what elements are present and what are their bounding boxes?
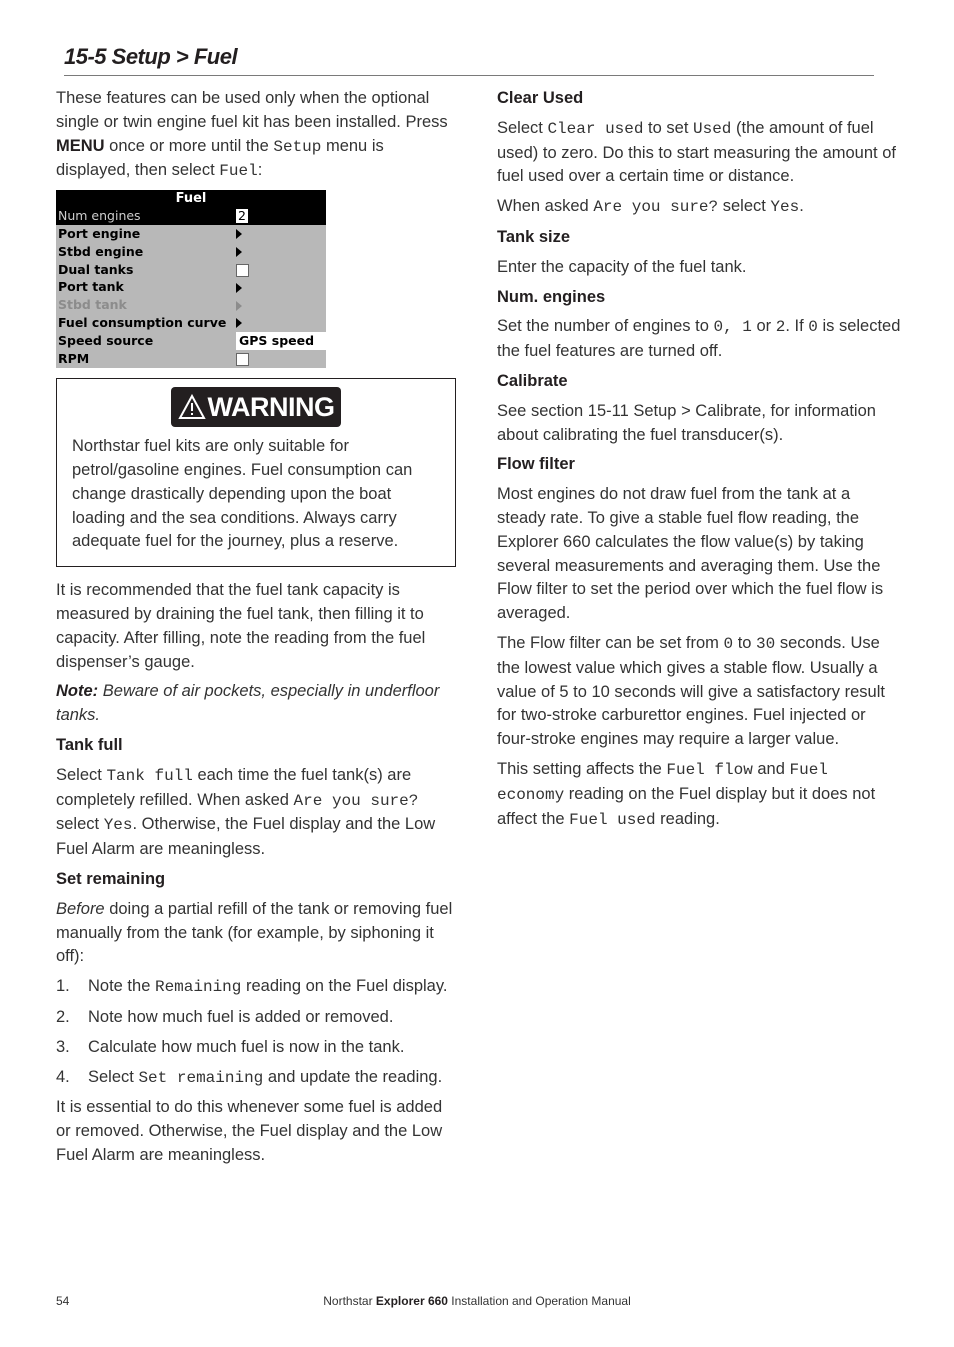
body-text: to set (643, 118, 693, 137)
body-text: reading on the Fuel display but it does not affect the (497, 784, 876, 828)
clear-used-confirm (497, 195, 901, 220)
menu-row-label: Port engine (58, 225, 141, 241)
flow-filter-paragraph-1: Most engines do not draw fuel from the tank at a steady rate. To give a stable fuel flow reading, the Explorer 660 calculates the flow value(s) by taking several measurements and averaging them. Use the Flow filter to set the period over which the fuel flow is averaged. (497, 485, 884, 623)
flow-filter-paragraph-3 (497, 758, 901, 832)
step-text: Select (88, 1067, 139, 1086)
body-text: select (718, 197, 771, 216)
page-number: 54 (56, 1294, 70, 1308)
menu-row-fuel-consumption-curve (56, 314, 326, 332)
intro-text: menu is displayed, then select (56, 136, 384, 180)
tank-full-paragraph (56, 764, 460, 862)
step-number: 4. (56, 1067, 70, 1086)
body-text: Select (56, 765, 107, 784)
set-remaining-steps (56, 975, 460, 1090)
submenu-arrow-icon (236, 247, 242, 257)
fuel-flow-term: Fuel flow (666, 760, 753, 779)
body-text: each time the fuel tank(s) are completely refilled. When asked (56, 765, 412, 809)
step-text: Calculate how much fuel is now in the tank. (88, 1037, 405, 1056)
heading-tank-full: Tank full (56, 735, 123, 754)
heading-set-remaining: Set remaining (56, 869, 166, 888)
are-you-sure-term: Are you sure? (293, 791, 419, 810)
flow-max-term: 30 (756, 634, 776, 653)
menu-row-dual-tanks (56, 261, 326, 279)
heading-clear-used: Clear Used (497, 89, 584, 107)
fuel-economy-term: Fuel economy (497, 760, 828, 804)
body-text: select (56, 815, 104, 834)
note-text: Beware of air pockets, especially in underfloor tanks. (56, 682, 440, 725)
footer-rest: Installation and Operation Manual (447, 1294, 631, 1308)
speed-source-value: GPS speed (236, 332, 328, 350)
footer-brand: Northstar (323, 1294, 376, 1308)
menu-row-label: Num engines (58, 208, 141, 224)
menu-row-label: Dual tanks (58, 261, 134, 277)
engine-count-term: 0, 1 (713, 318, 752, 337)
body-text: This setting affects the (497, 759, 667, 778)
intro-text: : (257, 161, 263, 180)
warning-box (56, 378, 456, 567)
body-text: Select (497, 118, 548, 137)
footer-product: Explorer 660 (375, 1294, 448, 1308)
submenu-arrow-icon (236, 301, 242, 311)
title-rule (64, 75, 874, 76)
right-column (497, 87, 901, 838)
heading-calibrate: Calibrate (497, 371, 568, 390)
flow-min-term: 0 (723, 634, 734, 653)
menu-row-num-engines (56, 207, 326, 225)
menu-row-label: RPM (58, 350, 90, 366)
note-label: Note: (56, 682, 99, 701)
menu-row-label: Port tank (58, 279, 124, 295)
menu-row-rpm (56, 350, 326, 368)
body-text: or (751, 317, 776, 336)
are-you-sure-term: Are you sure? (593, 198, 719, 217)
menu-row-label: Speed source (58, 332, 154, 348)
heading-tank-size: Tank size (497, 227, 571, 246)
intro-text: once or more until the (104, 136, 274, 155)
page-title: 15-5 Setup > Fuel (64, 44, 238, 69)
body-text: Set the number of engines to (497, 317, 714, 336)
body-text: to (733, 633, 757, 652)
checkbox-icon (236, 353, 249, 366)
body-text: The Flow filter can be set from (497, 633, 724, 652)
body-text: seconds. Use the lowest value which gives a stable flow. Usually a value of 5 to 10 seconds will give a satisfactory result for two-stroke carburettor engines. Fuel injected or four-stroke engines may require a larger value. (497, 633, 885, 749)
heading-flow-filter: Flow filter (497, 455, 575, 474)
body-text: . If (785, 317, 809, 336)
fuel-term: Fuel (219, 162, 258, 181)
menu-row-stbd-engine (56, 243, 326, 261)
step-text: and update the reading. (263, 1067, 443, 1086)
menu-key-label: MENU (56, 136, 105, 155)
flow-filter-paragraph-2 (497, 632, 901, 752)
body-text: doing a partial refill of the tank or removing fuel manually from the tank (for example, by siphoning it off): (56, 899, 453, 966)
fuel-menu-title: Fuel (56, 190, 326, 207)
intro-text: These features can be used only when the optional single or twin engine fuel kit has been installed. Press (56, 89, 448, 131)
fuel-used-term: Fuel used (569, 810, 656, 829)
list-item (56, 1006, 460, 1030)
recommend-paragraph: It is recommended that the fuel tank capacity is measured by draining the fuel tank, then filling it to capacity. After filling, note the reading from the fuel dispenser’s gauge. (56, 581, 426, 671)
yes-term: Yes (103, 816, 133, 835)
submenu-arrow-icon (236, 318, 242, 328)
step-term: Set remaining (138, 1068, 264, 1087)
tank-size-paragraph: Enter the capacity of the fuel tank. (497, 257, 747, 276)
note-paragraph (56, 680, 460, 728)
step-text: Note how much fuel is added or removed. (88, 1007, 394, 1026)
menu-row-label: Stbd tank (58, 297, 127, 313)
step-term: Remaining (154, 978, 242, 997)
submenu-arrow-icon (236, 283, 242, 293)
menu-row-port-engine (56, 225, 326, 243)
num-engines-paragraph (497, 315, 901, 364)
intro-paragraph (56, 87, 460, 184)
body-text: . (799, 197, 804, 216)
clear-used-paragraph (497, 117, 901, 189)
body-text: and (752, 759, 790, 778)
list-item (56, 1066, 460, 1091)
menu-row-stbd-tank (56, 296, 326, 314)
used-term: Used (693, 119, 732, 138)
body-text: is selected the fuel features are turned off. (497, 317, 901, 361)
body-text: . Otherwise, the Fuel display and the Low Fuel Alarm are meaningless. (56, 815, 436, 859)
footer (0, 1294, 954, 1308)
step-number: 1. (56, 977, 70, 996)
left-column (56, 87, 460, 1174)
setup-term: Setup (273, 137, 322, 156)
step-number: 3. (56, 1037, 70, 1056)
engine-count-term: 0 (808, 318, 818, 337)
body-text: (the amount of fuel used) to zero. Do this to start measuring the amount of fuel used over a certain time or distance. (497, 118, 896, 186)
warning-badge (171, 387, 341, 427)
step-number: 2. (56, 1007, 70, 1026)
heading-num-engines: Num. engines (497, 287, 606, 306)
menu-row-label: Stbd engine (58, 243, 144, 259)
submenu-arrow-icon (236, 229, 242, 239)
body-text: reading. (655, 809, 720, 828)
set-remaining-intro (56, 898, 460, 969)
list-item (56, 1036, 460, 1060)
menu-row-port-tank (56, 278, 326, 296)
set-remaining-closing: It is essential to do this whenever some fuel is added or removed. Otherwise, the Fuel display and the Low Fuel Alarm are meaningless. (56, 1098, 443, 1164)
warning-label: WARNING (207, 392, 335, 423)
yes-term: Yes (770, 198, 800, 217)
num-engines-value: 2 (238, 208, 246, 224)
step-text: Note the (88, 977, 155, 996)
clear-used-term: Clear used (547, 119, 644, 138)
checkbox-icon (236, 264, 249, 277)
before-emphasis: Before (56, 899, 105, 918)
engine-count-term: 2 (775, 318, 786, 337)
warning-triangle-icon (178, 394, 206, 420)
menu-row-speed-source (56, 332, 326, 350)
fuel-menu-screenshot (56, 190, 326, 368)
body-text: When asked (497, 197, 594, 216)
warning-text: Northstar fuel kits are only suitable for petrol/gasoline engines. Fuel consumption can change drastically depending upon the boat loading and the sea conditions. Always carry adequate fuel for the journey, plus a reserve. (72, 437, 413, 551)
calibrate-paragraph: See section 15-11 Setup > Calibrate, for information about calibrating the fuel transducer(s). (497, 401, 876, 444)
tank-full-term: Tank full (106, 766, 193, 785)
step-text: reading on the Fuel display. (241, 977, 448, 996)
menu-row-label: Fuel consumption curve (58, 314, 227, 330)
list-item (56, 975, 460, 1000)
